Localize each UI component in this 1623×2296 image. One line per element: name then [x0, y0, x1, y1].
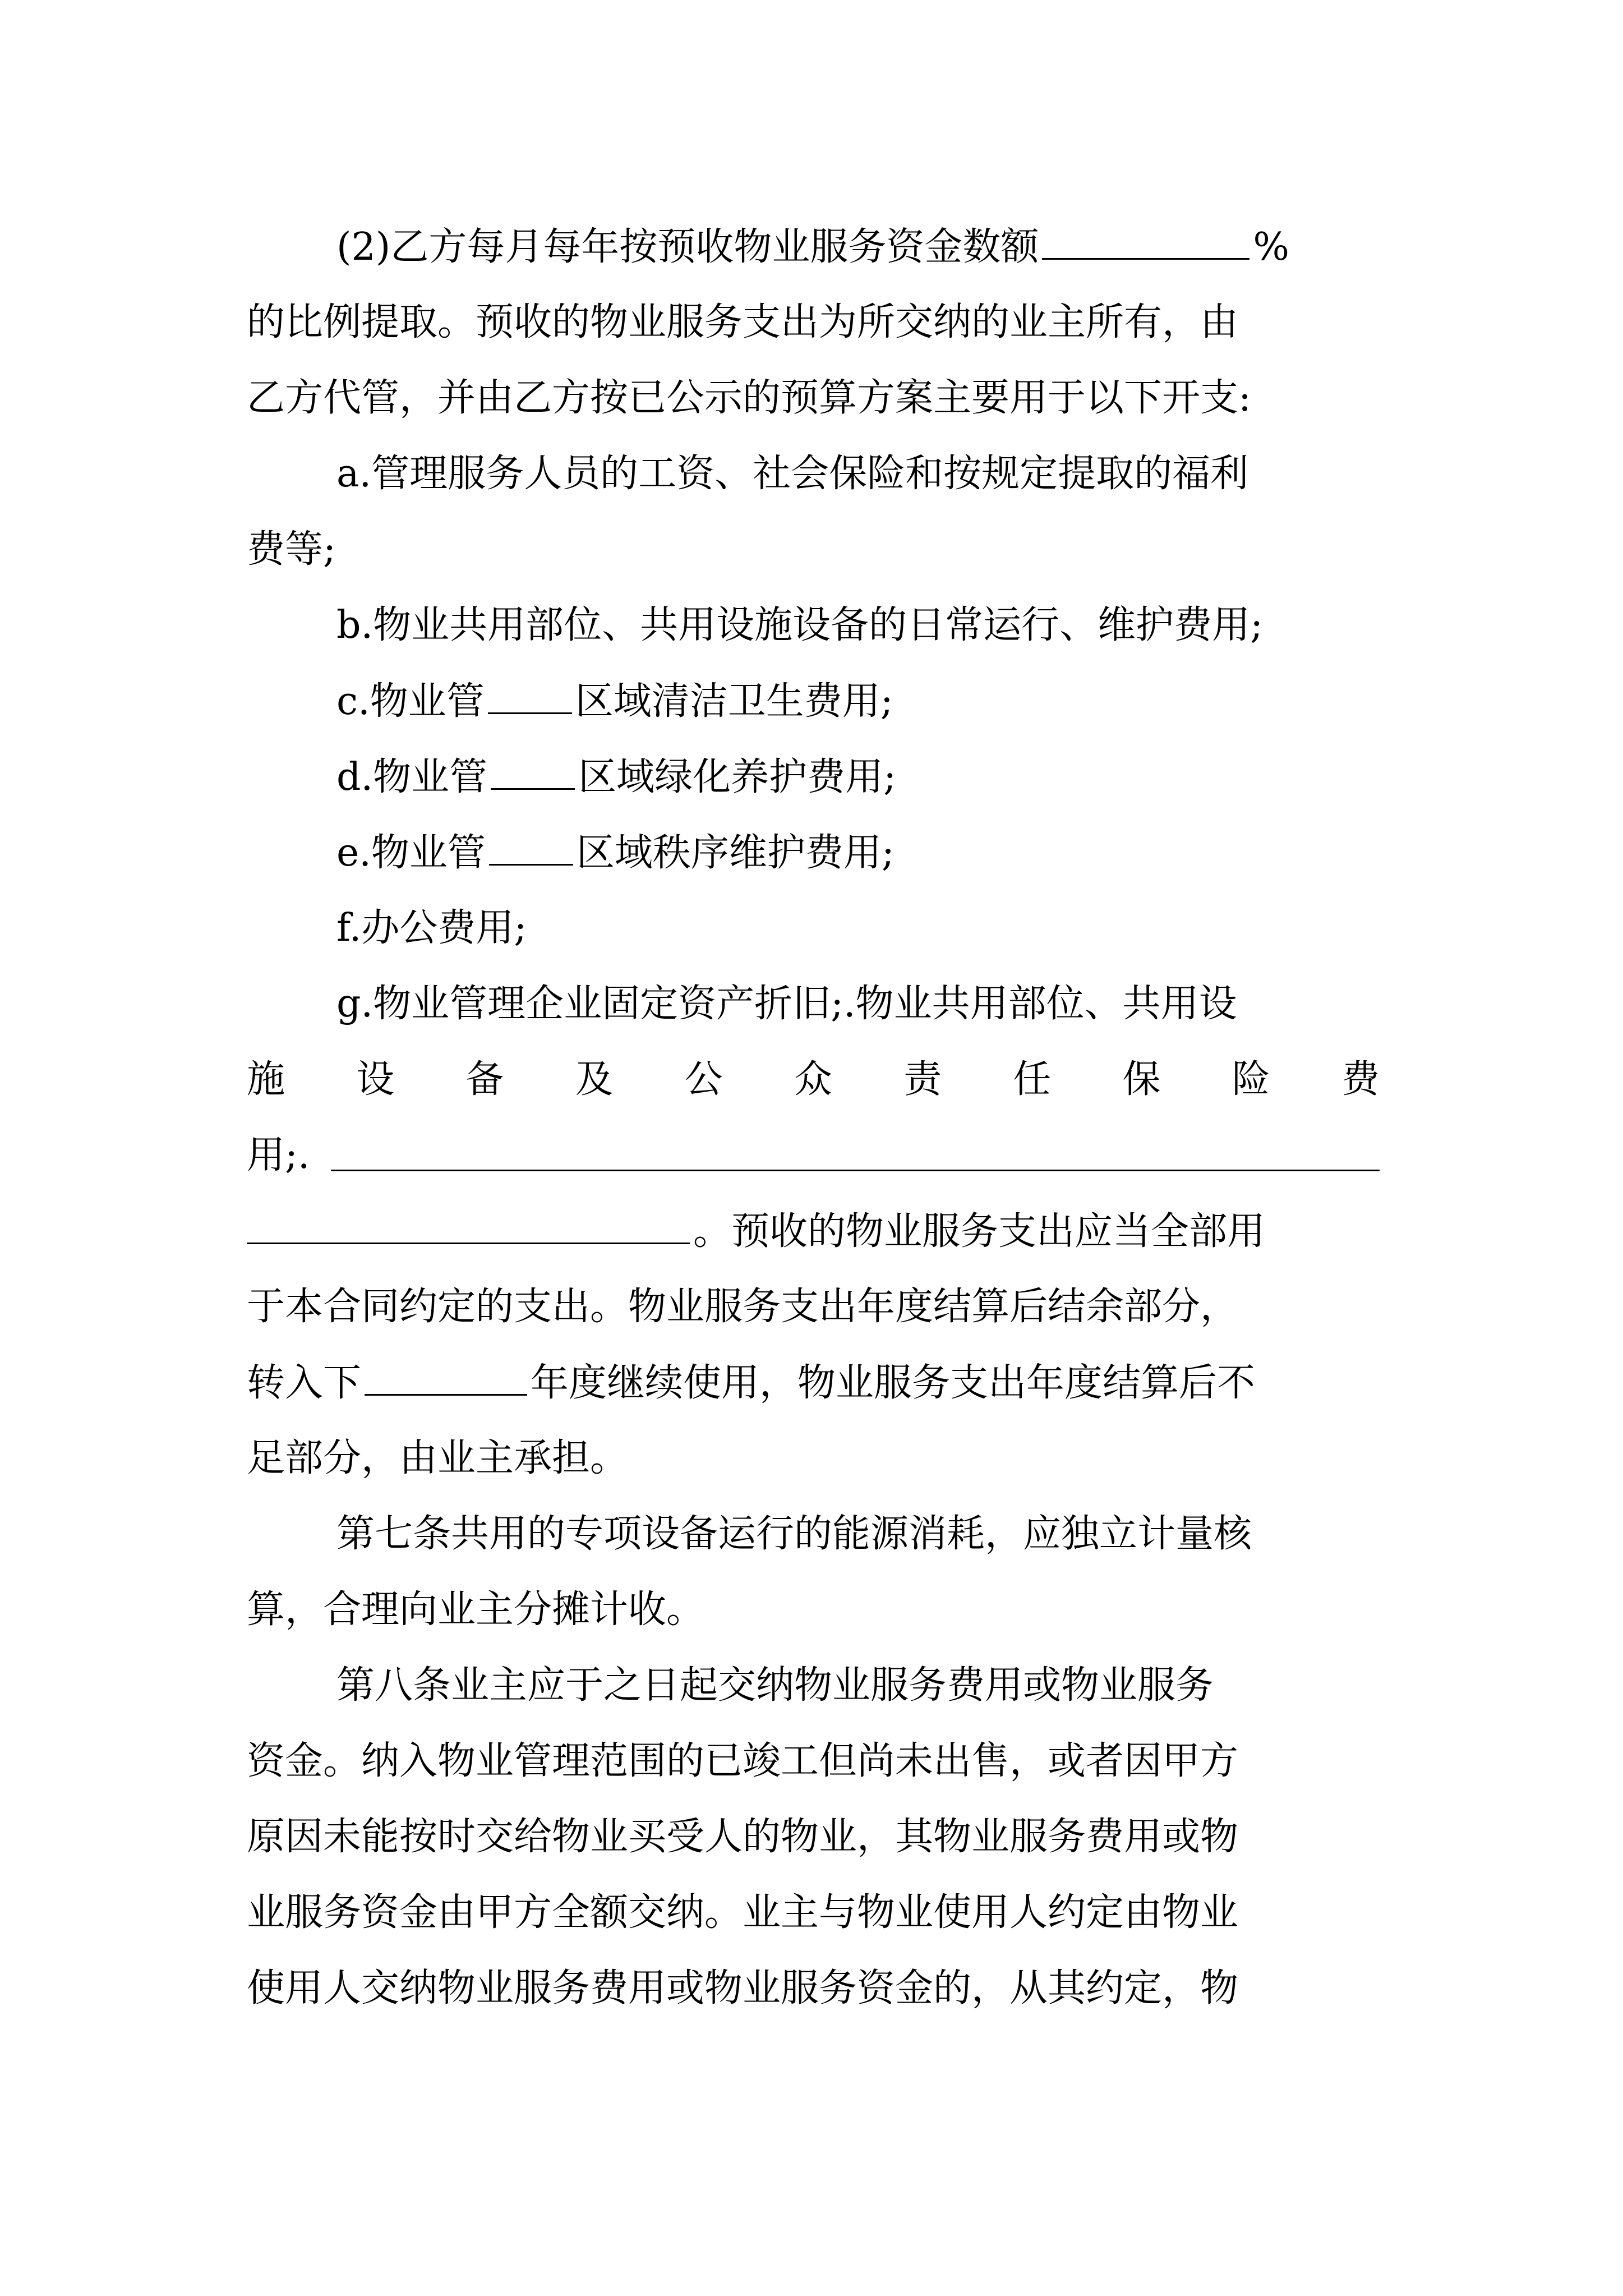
paragraph-line: f.办公费用;	[336, 906, 527, 950]
paragraph-line: 第七条共用的专项设备运行的能源消耗，应独立计量核	[336, 1512, 1252, 1556]
fill-blank	[491, 749, 575, 790]
paragraph-line	[336, 749, 1380, 805]
fill-blank	[247, 1203, 690, 1244]
paragraph-line: 乙方代管，并由乙方按已公示的预算方案主要用于以下开支:	[247, 376, 1251, 420]
char: 备	[465, 1057, 504, 1102]
paragraph-line: 原因未能按时交给物业买受人的物业，其物业服务费用或物	[247, 1815, 1239, 1859]
char: 众	[794, 1057, 832, 1102]
paragraph-line	[336, 825, 1380, 881]
char: 及	[575, 1057, 614, 1102]
paragraph-line: 的比例提取。预收的物业服务支出为所交纳的业主所有，由	[247, 300, 1239, 344]
char: 保	[1122, 1057, 1161, 1102]
paragraph-line: 资金。纳入物业管理范围的已竣工但尚未出售，或者因甲方	[247, 1739, 1239, 1783]
text-span: 用;.	[247, 1133, 310, 1177]
paragraph-line-justified	[247, 1052, 1380, 1108]
paragraph-line	[247, 1355, 1380, 1411]
text-span: 转入下	[247, 1361, 362, 1405]
fill-blank	[331, 1170, 1380, 1171]
paragraph-line: 使用人交纳物业服务费用或物业服务资金的，从其约定，物	[247, 1966, 1239, 2010]
char: 设	[356, 1057, 395, 1102]
text-span: (2)乙方每月每年按预收物业服务资金数额	[336, 225, 1039, 269]
fill-blank	[488, 673, 572, 714]
text-span: 区域秩序维护费用;	[576, 831, 895, 875]
paragraph-line	[336, 673, 1380, 729]
paragraph-line: 第八条业主应于之日起交纳物业服务费用或物业服务	[336, 1663, 1214, 1708]
paragraph-line: b.物业共用部位、共用设施设备的日常运行、维护费用;	[336, 603, 1264, 647]
text-span: d.物业管	[336, 755, 488, 799]
paragraph-line: g.物业管理企业固定资产折旧;.物业共用部位、共用设	[336, 982, 1237, 1026]
paragraph-line: 费等;	[247, 527, 336, 572]
paragraph-line	[247, 1203, 1380, 1259]
char: 险	[1232, 1057, 1270, 1102]
fill-blank	[365, 1355, 527, 1396]
fill-blank	[1042, 219, 1249, 260]
fill-blank	[489, 825, 573, 866]
paragraph-line: a.管理服务人员的工资、社会保险和按规定提取的福利	[336, 452, 1249, 496]
paragraph-line	[336, 219, 1380, 275]
paragraph-line	[247, 1128, 1380, 1184]
paragraph-line: 算，合理向业主分摊计收。	[247, 1588, 705, 1632]
paragraph-line: 业服务资金由甲方全额交纳。业主与物业使用人约定由物业	[247, 1890, 1239, 1935]
text-span: 区域清洁卫生费用;	[575, 679, 893, 724]
char: 责	[903, 1057, 942, 1102]
char: 费	[1341, 1057, 1380, 1102]
text-span: 区域绿化养护费用;	[578, 755, 897, 799]
text-span: 。预收的物业服务支出应当全部用	[693, 1209, 1266, 1254]
char: 任	[1013, 1057, 1052, 1102]
text-span: 年度继续使用，物业服务支出年度结算后不	[531, 1361, 1256, 1405]
char: 施	[247, 1057, 285, 1102]
text-span: e.物业管	[336, 831, 486, 875]
text-span: c.物业管	[336, 679, 485, 724]
paragraph-line: 于本合同约定的支出。物业服务支出年度结算后结余部分，	[247, 1285, 1239, 1329]
text-span: %	[1253, 225, 1289, 269]
char: 公	[684, 1057, 723, 1102]
paragraph-line: 足部分，由业主承担。	[247, 1436, 629, 1480]
